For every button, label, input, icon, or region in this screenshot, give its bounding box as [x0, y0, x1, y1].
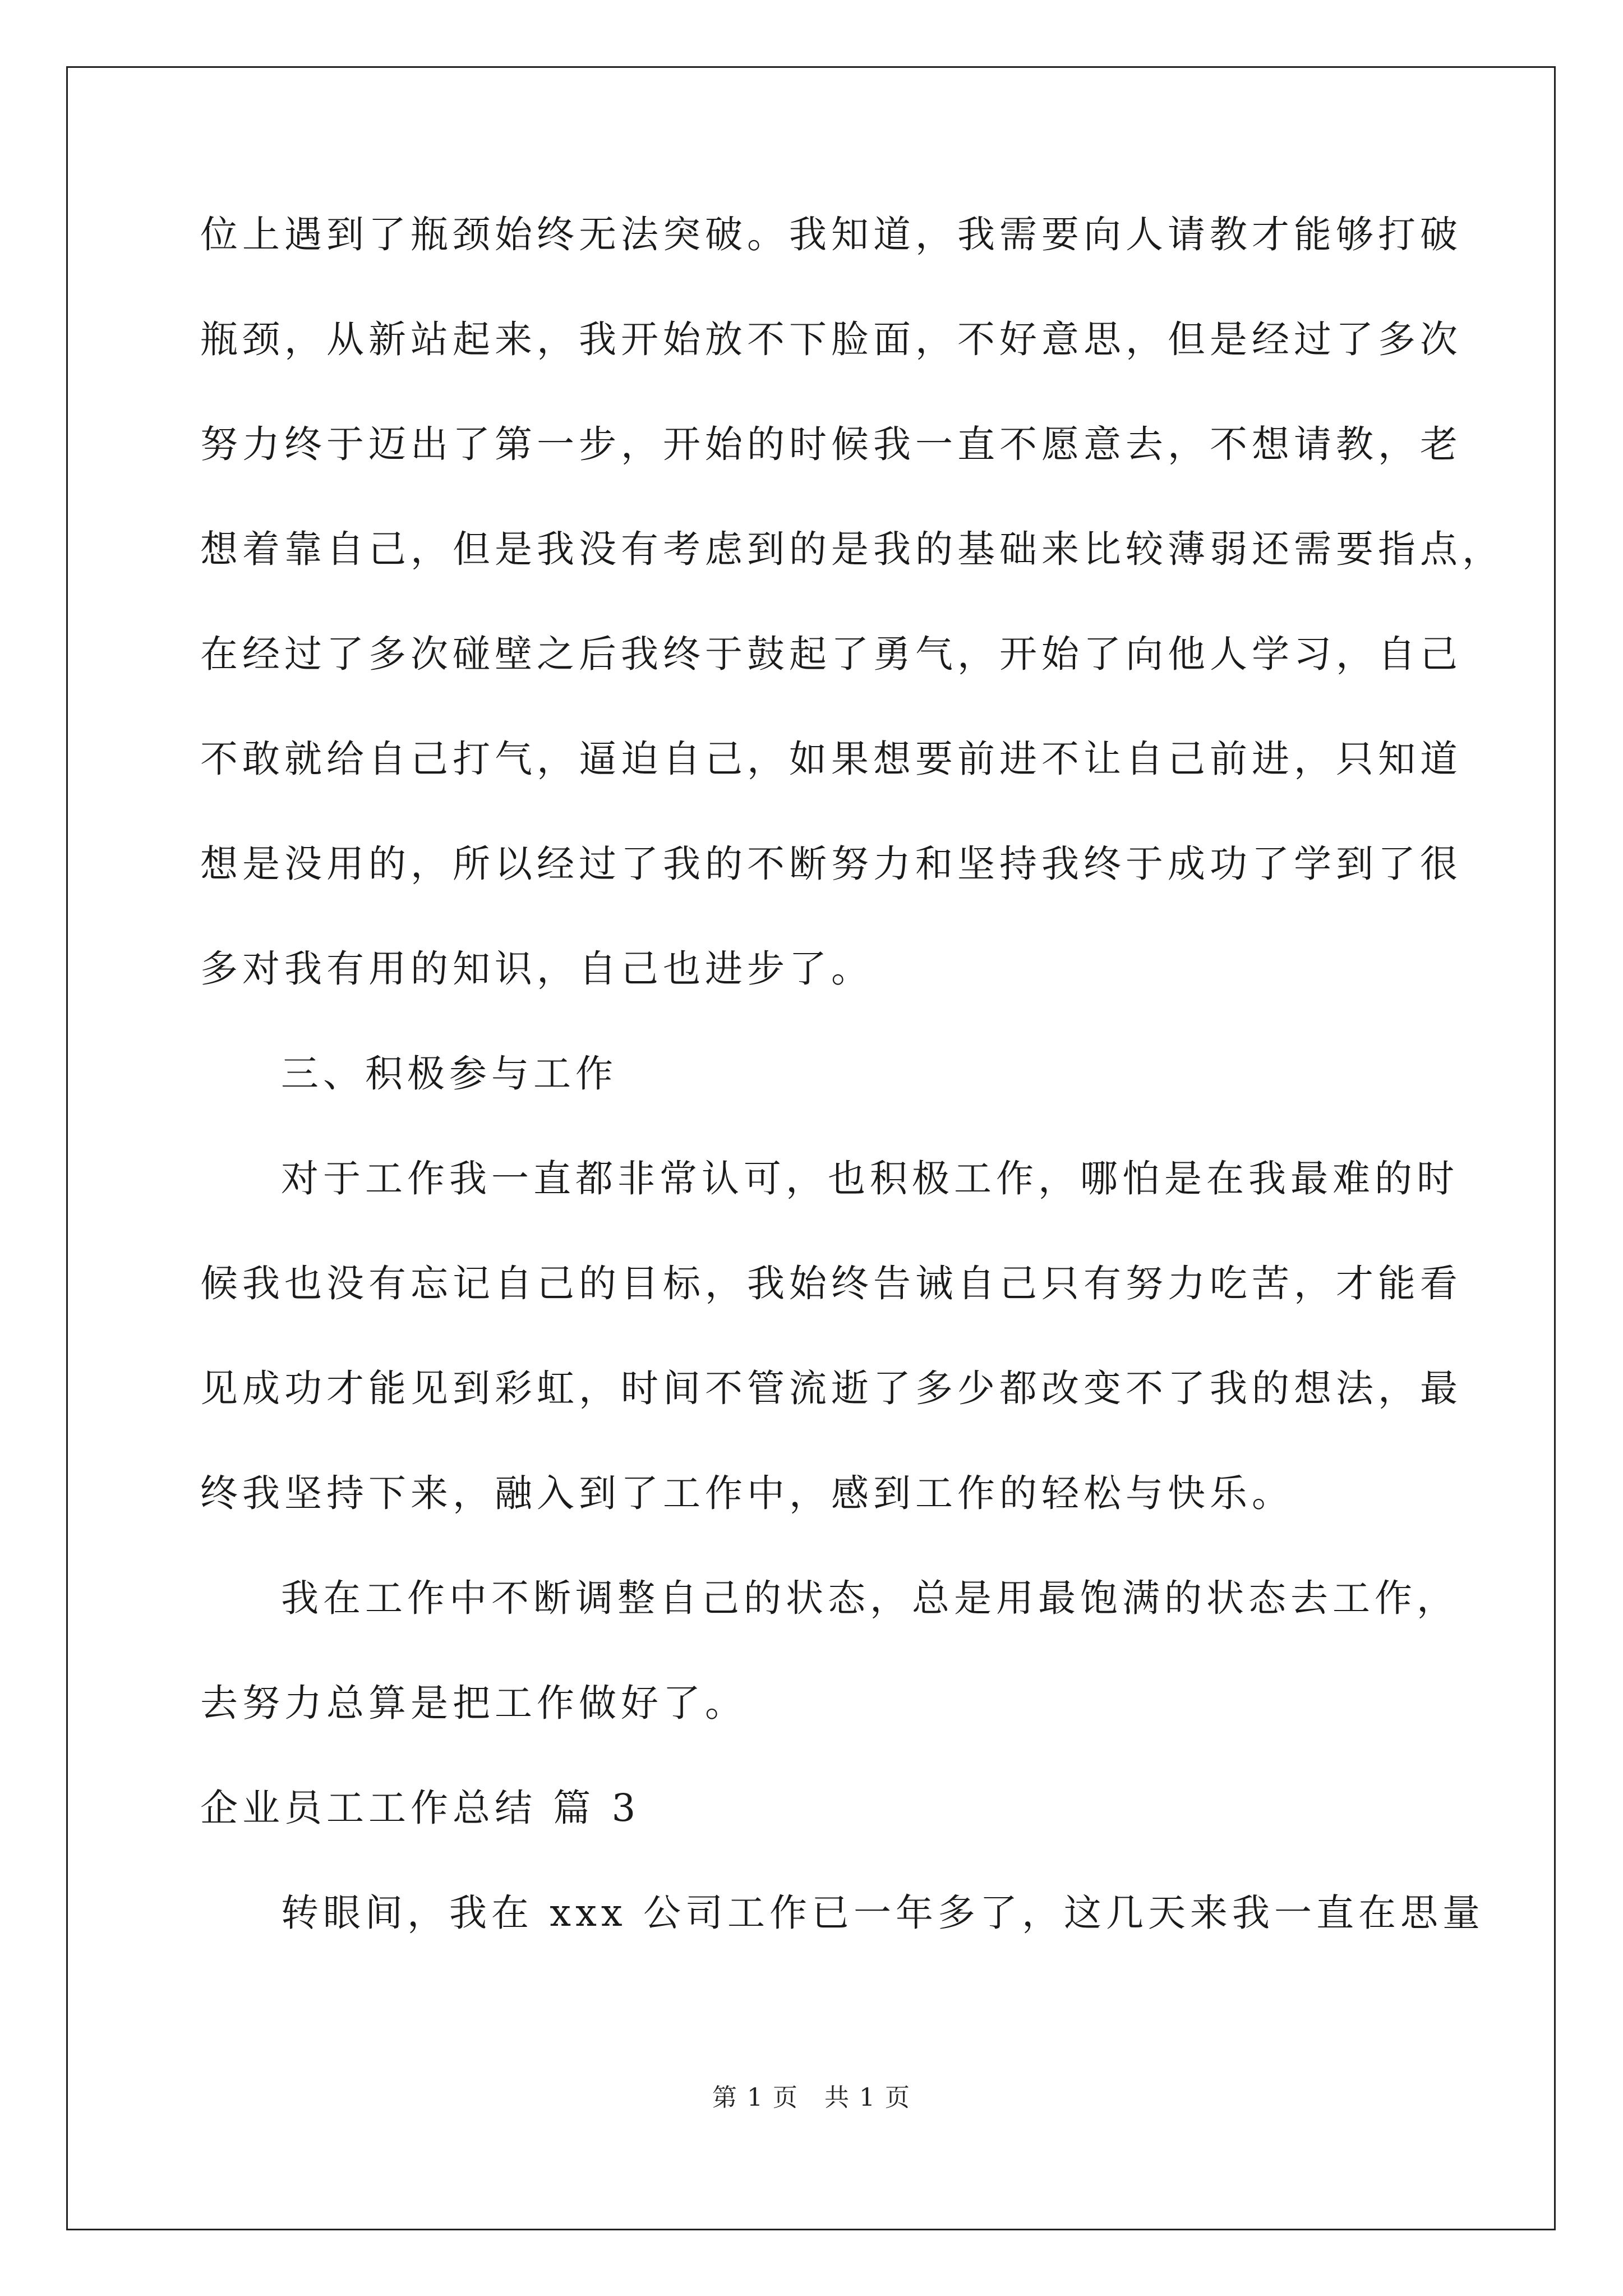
paragraph-line: 努力终于迈出了第一步，开始的时候我一直不愿意去，不想请教，老 — [200, 422, 1462, 466]
paragraph-line: 见成功才能见到彩虹，时间不管流逝了多少都改变不了我的想法，最 — [200, 1366, 1462, 1410]
paragraph-line: 候我也没有忘记自己的目标，我始终告诫自己只有努力吃苦，才能看 — [200, 1262, 1462, 1305]
paragraph-line: 对于工作我一直都非常认可，也积极工作，哪怕是在我最难的时 — [281, 1157, 1459, 1200]
paragraph-line: 位上遇到了瓶颈始终无法突破。我知道，我需要向人请教才能够打破 — [200, 213, 1462, 256]
paragraph-line: 多对我有用的知识，自己也进步了。 — [200, 947, 873, 991]
paragraph-line: 我在工作中不断调整自己的状态，总是用最饱满的状态去工作， — [281, 1576, 1459, 1620]
article-title: 企业员工工作总结 篇 3 — [200, 1786, 640, 1830]
section-heading: 三、积极参与工作 — [281, 1052, 617, 1096]
page-number: 第 1 页 共 1 页 — [712, 2083, 911, 2112]
paragraph-line: 想着靠自己，但是我没有考虑到的是我的基础来比较薄弱还需要指点， — [200, 527, 1504, 571]
paragraph-line: 去努力总算是把工作做好了。 — [200, 1681, 747, 1725]
paragraph-line: 转眼间，我在 xxx 公司工作已一年多了，这几天来我一直在思量 — [281, 1891, 1484, 1935]
paragraph-line: 终我坚持下来，融入到了工作中，感到工作的轻松与快乐。 — [200, 1471, 1294, 1515]
paragraph-line: 瓶颈，从新站起来，我开始放不下脸面，不好意思，但是经过了多次 — [200, 318, 1462, 361]
paragraph-line: 不敢就给自己打气，逼迫自己，如果想要前进不让自己前进，只知道 — [200, 737, 1462, 781]
paragraph-line: 想是没用的，所以经过了我的不断努力和坚持我终于成功了学到了很 — [200, 842, 1462, 886]
paragraph-line: 在经过了多次碰壁之后我终于鼓起了勇气，开始了向他人学习，自己 — [200, 632, 1462, 676]
